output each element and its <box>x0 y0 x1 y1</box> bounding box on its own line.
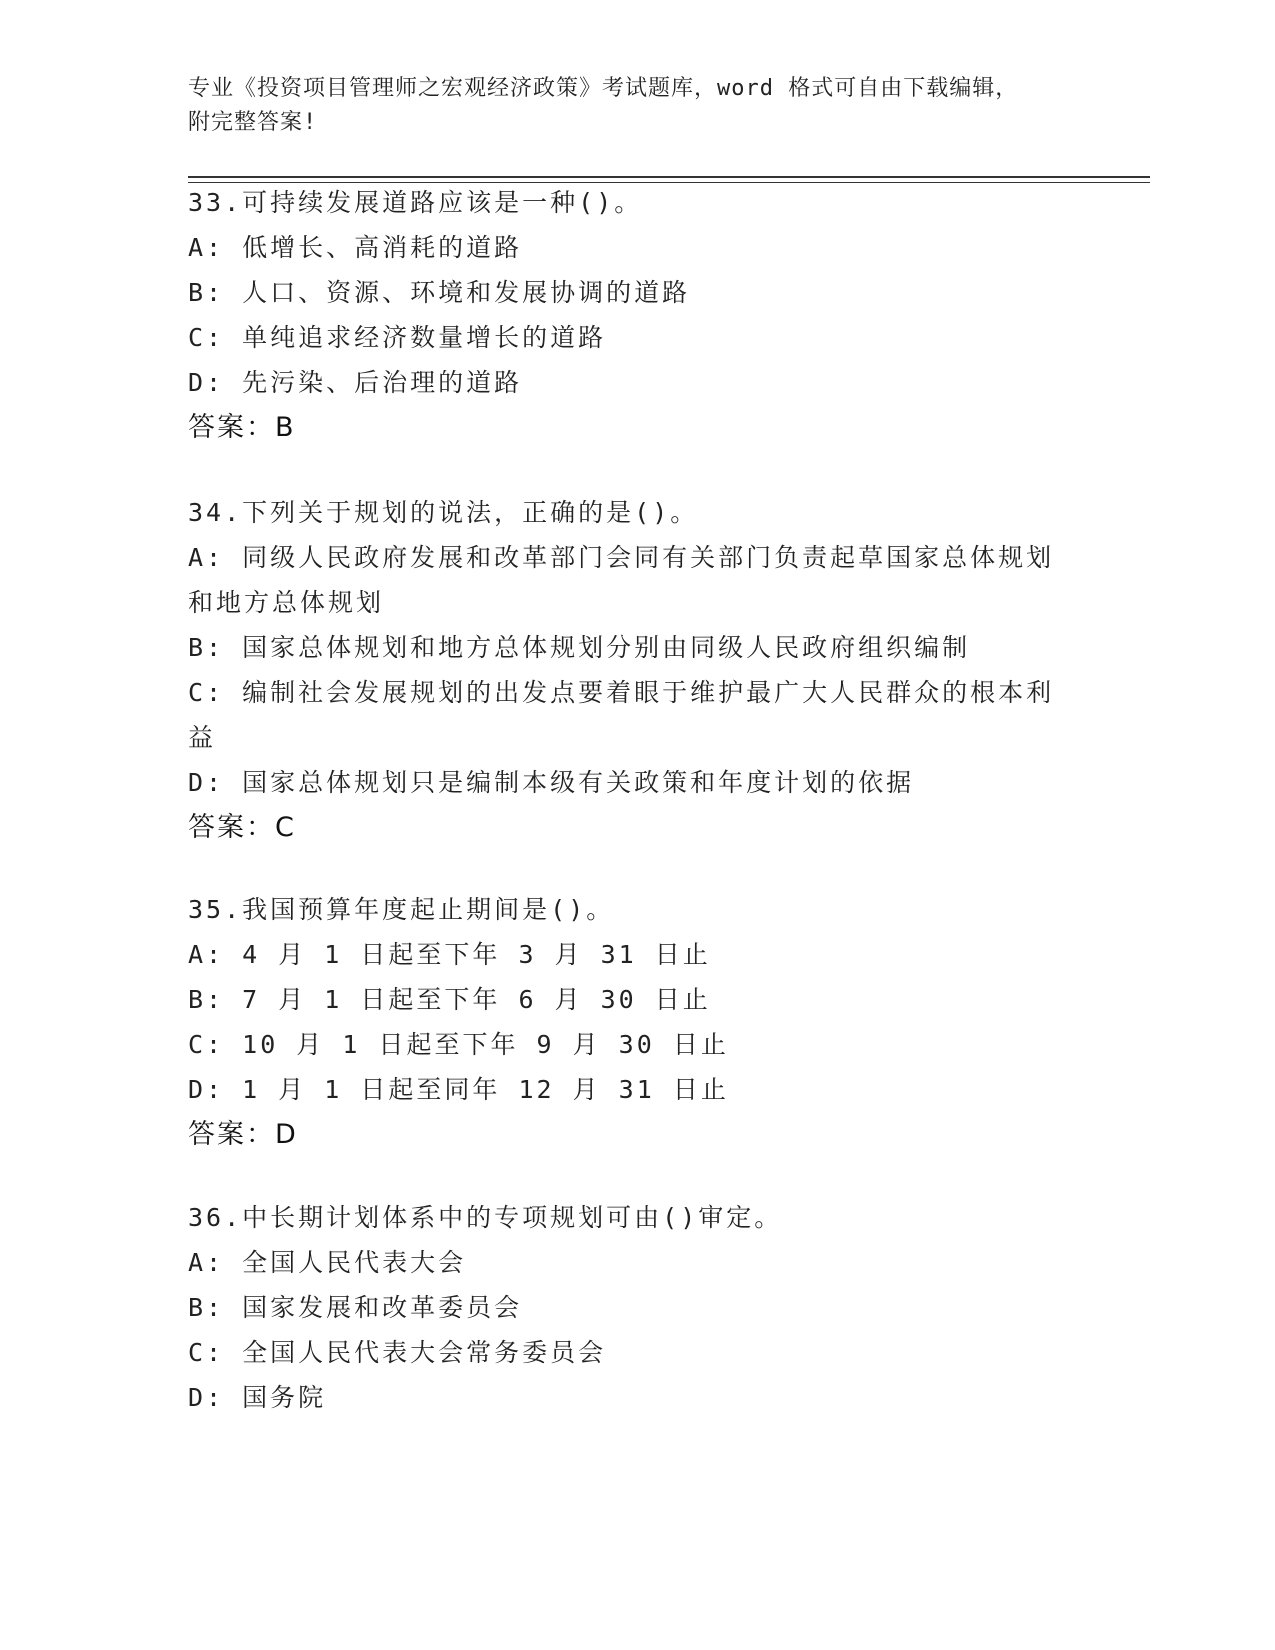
answer: 答案：B <box>188 412 296 443</box>
option-c: C: 编制社会发展规划的出发点要着眼于维护最广大人民群众的根本利益 <box>188 678 1055 752</box>
answer: 答案：C <box>188 812 296 843</box>
option-d: D: 国务院 <box>188 1383 327 1412</box>
question-35 <box>188 887 1088 1158</box>
option-c: C: 单纯追求经济数量增长的道路 <box>188 323 607 352</box>
question-stem: 35.我国预算年度起止期间是()。 <box>188 895 615 924</box>
option-a: A: 同级人民政府发展和改革部门会同有关部门负责起草国家总体规划和地方总体规划 <box>188 543 1055 617</box>
option-a: A: 4 月 1 日起至下年 3 月 31 日止 <box>188 940 711 969</box>
question-36 <box>188 1195 1088 1420</box>
header-divider-thick <box>188 176 1150 178</box>
answer: 答案：D <box>188 1119 298 1150</box>
option-b: B: 国家总体规划和地方总体规划分别由同级人民政府组织编制 <box>188 633 971 662</box>
document-header <box>188 72 1088 140</box>
header-line-1: 专业《投资项目管理师之宏观经济政策》考试题库，word 格式可自由下载编辑， <box>188 76 1019 101</box>
option-b: B: 7 月 1 日起至下年 6 月 30 日止 <box>188 985 711 1014</box>
header-line-2: 附完整答案! <box>188 110 318 135</box>
option-b: B: 国家发展和改革委员会 <box>188 1293 523 1322</box>
option-d: D: 先污染、后治理的道路 <box>188 368 523 397</box>
option-c: C: 全国人民代表大会常务委员会 <box>188 1338 607 1367</box>
question-34 <box>188 490 1088 851</box>
question-stem: 36.中长期计划体系中的专项规划可由()审定。 <box>188 1203 783 1232</box>
option-d: D: 国家总体规划只是编制本级有关政策和年度计划的依据 <box>188 768 915 797</box>
question-stem: 34.下列关于规划的说法，正确的是()。 <box>188 498 699 527</box>
question-stem: 33.可持续发展道路应该是一种()。 <box>188 188 643 217</box>
option-c: C: 10 月 1 日起至下年 9 月 30 日止 <box>188 1030 729 1059</box>
option-d: D: 1 月 1 日起至同年 12 月 31 日止 <box>188 1075 729 1104</box>
question-33 <box>188 180 1088 451</box>
option-a: A: 全国人民代表大会 <box>188 1248 467 1277</box>
option-b: B: 人口、资源、环境和发展协调的道路 <box>188 278 691 307</box>
option-a: A: 低增长、高消耗的道路 <box>188 233 523 262</box>
